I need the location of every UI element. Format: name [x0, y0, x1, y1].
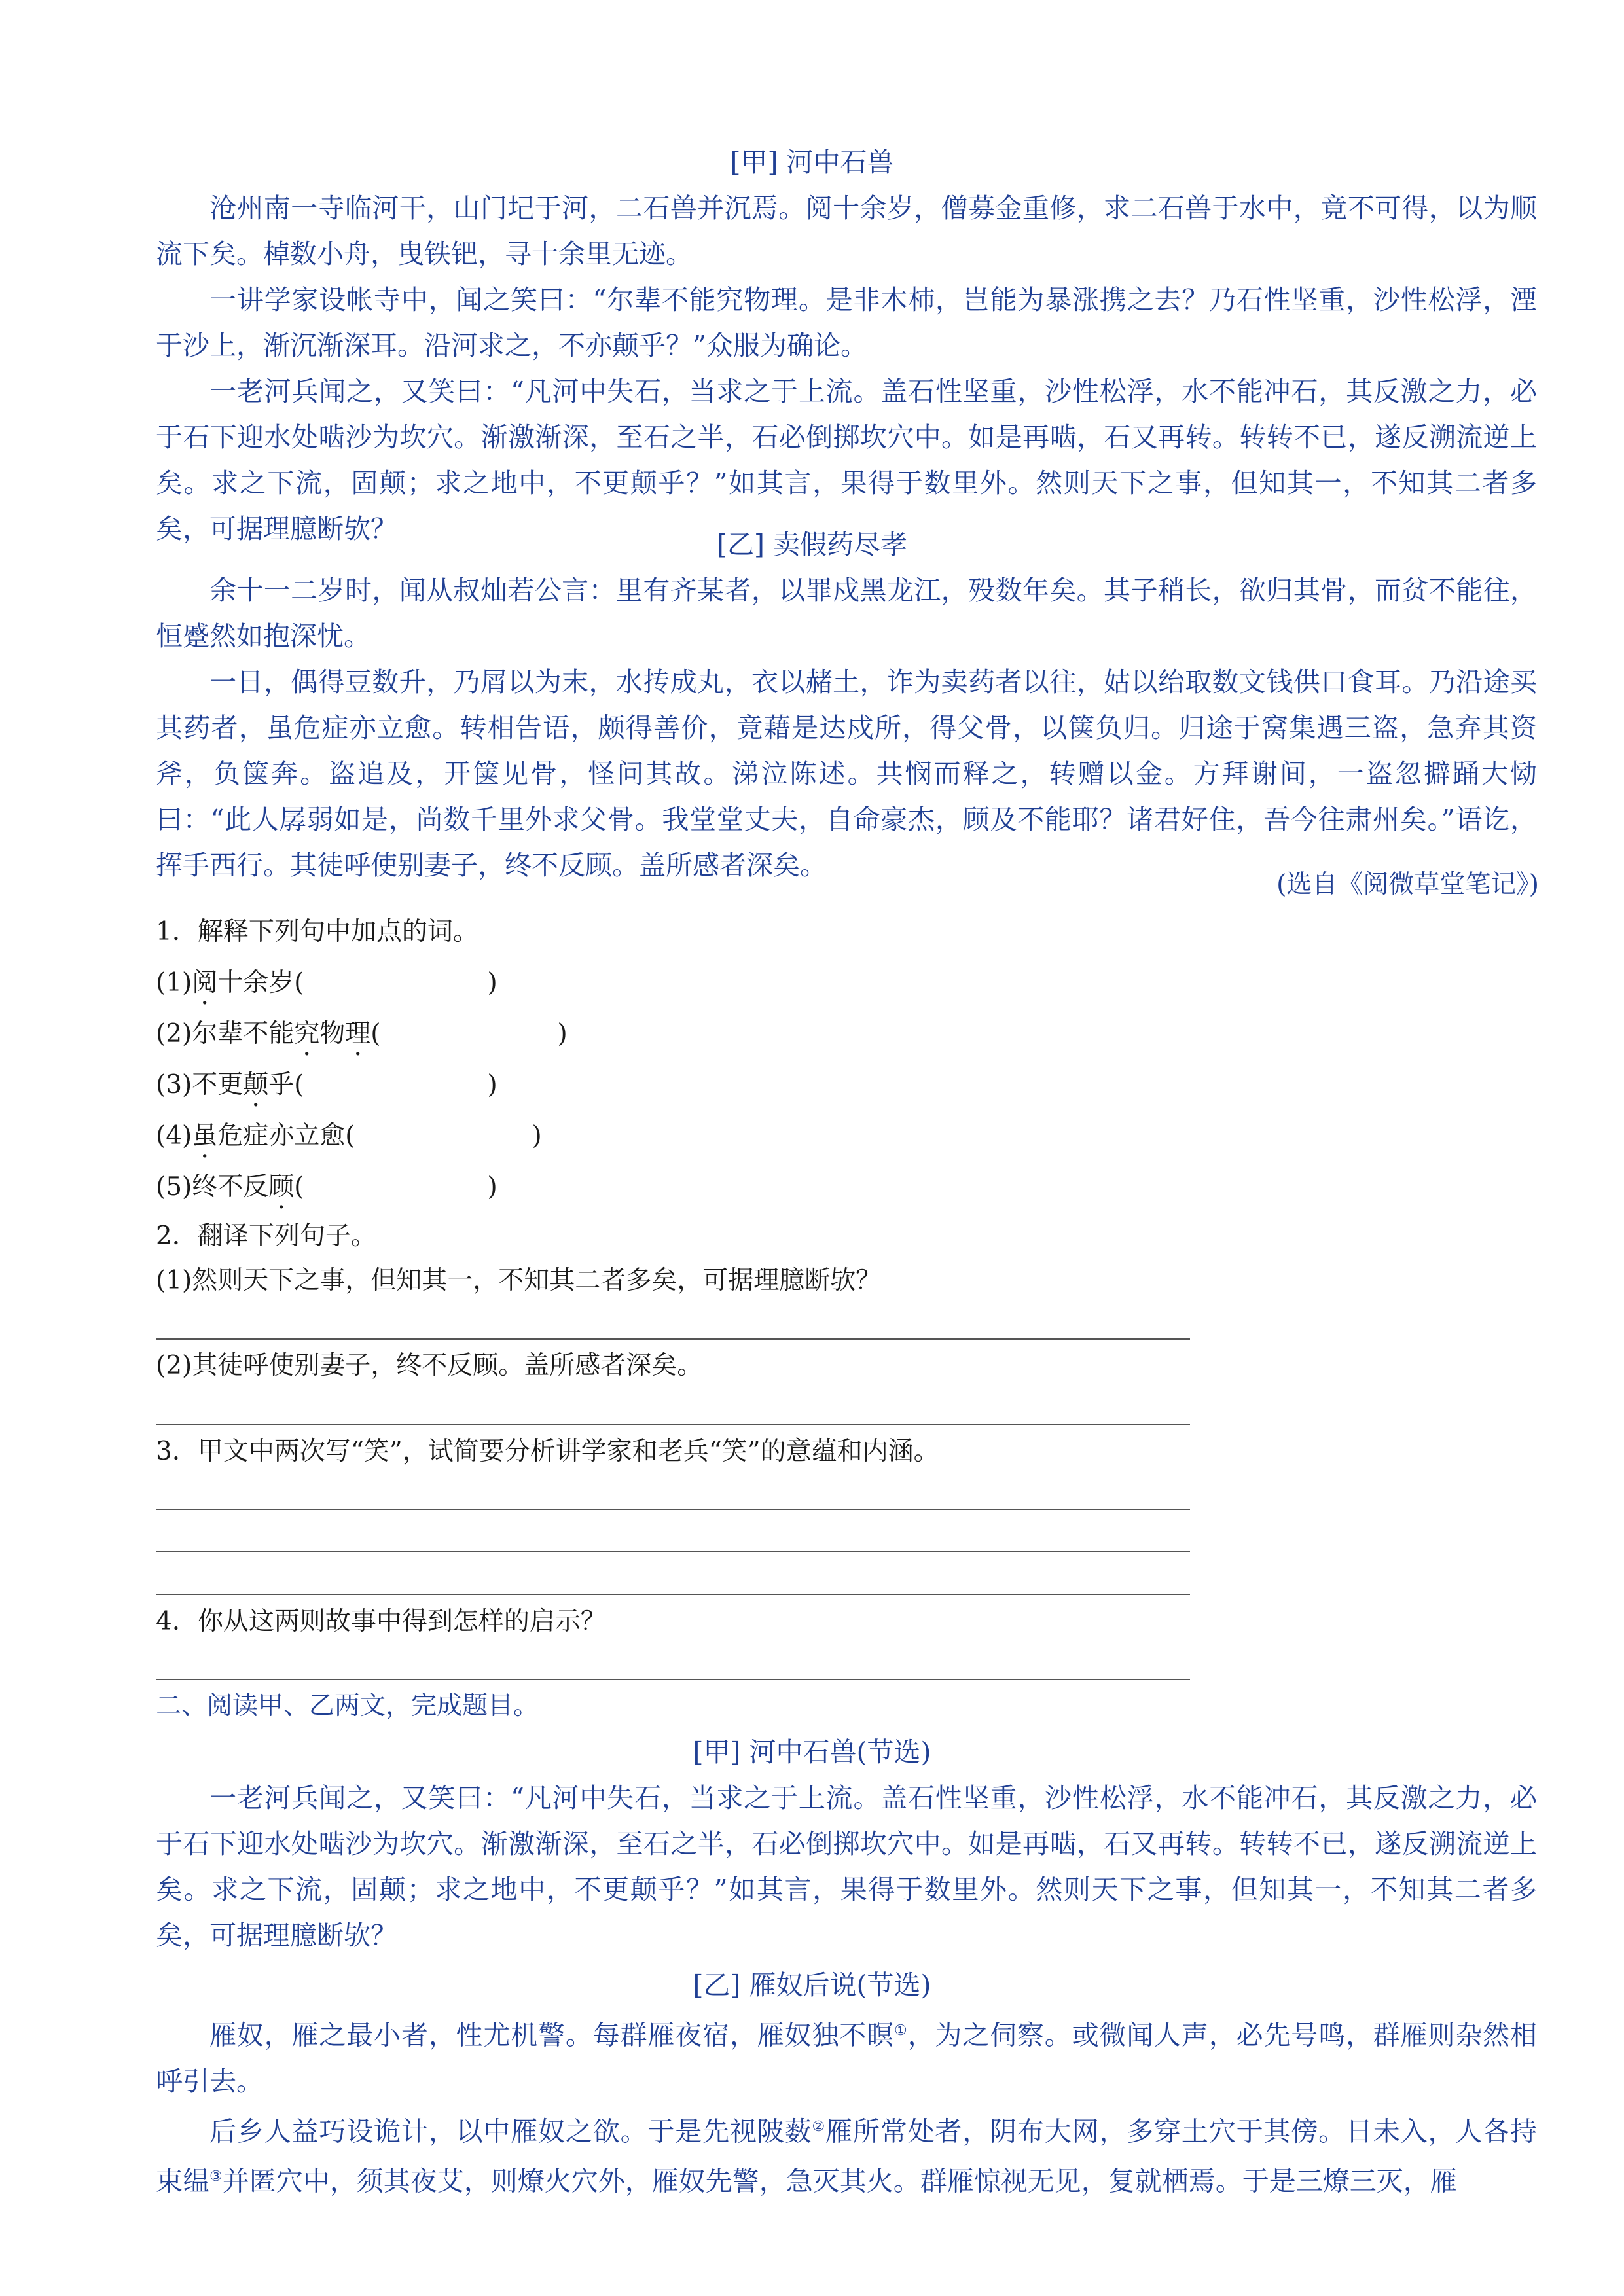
dotted-word: 阅 [192, 968, 218, 997]
answer-line[interactable] [156, 1424, 1190, 1425]
question-2-item-2: (2)其徒呼使别妻子，终不反顾。盖所感者深矣。 [156, 1351, 703, 1380]
paragraph: 余十一二岁时，闻从叔灿若公言：里有齐某者，以罪戍黑龙江，殁数年矣。其子稍长，欲归其骨，而贫不能往，恒蹙然如抱深忧。 [156, 575, 1537, 652]
dotted-word: 顾 [268, 1172, 295, 1202]
question-3: 3．甲文中两次写“笑”，试简要分析讲学家和老兵“笑”的意蕴和内涵。 [156, 1437, 939, 1466]
dotted-word: 理 [345, 1019, 371, 1049]
passage-a-title: [甲] 河中石兽 [730, 147, 894, 178]
dotted-word: 颠 [243, 1070, 269, 1100]
footnote-marker: ③ [209, 2168, 223, 2185]
paragraph: 一讲学家设帐寺中，闻之笑曰：“尔辈不能究物理。是非木杮，岂能为暴涨携之去？乃石性坚重，沙性松浮，湮于沙上，渐沉渐深耳。沿河求之，不亦颠乎？”众服为确论。 [156, 284, 1537, 361]
passage-b-title: [乙] 卖假药尽孝 [716, 529, 908, 560]
paragraph: 后乡人益巧设诡计，以中雁奴之欲。于是先视陂薮②雁所常处者，阴布大网，多穿土穴于其傍。日未入，人各持束缊③并匿穴中，须其夜艾，则燎火穴外，雁奴先警，急灭其火。群雁惊视无见，复就栖焉。于是三燎三灭，雁 [156, 2115, 1537, 2197]
section-2-heading: 二、阅读甲、乙两文，完成题目。 [156, 1691, 539, 1721]
source-citation: (选自《阅微草堂笔记》) [1276, 870, 1539, 899]
question-1-item-2: (2)尔辈不能究物理( ) [156, 1019, 568, 1049]
section-2-passage-a-body [156, 1775, 1537, 1958]
footnote-marker: ② [812, 2118, 826, 2135]
paragraph: 一老河兵闻之，又笑曰：“凡河中失石，当求之于上流。盖石性坚重，沙性松浮，水不能冲石，其反激之力，必于石下迎水处啮沙为坎穴。渐激渐深，至石之半，石必倒掷坎穴中。如是再啮，石又再转。转转不已，遂反溯流逆上矣。求之下流，固颠；求之地中，不更颠乎？”如其言，果得于数里外。然则天下之事，但知其一，不知其二者多矣，可据理臆断欤？ [156, 1782, 1537, 1951]
footnote-marker: ① [893, 2022, 908, 2039]
paragraph: 一日，偶得豆数升，乃屑以为末，水抟成丸，衣以赭土，诈为卖药者以往，姑以绐取数文钱供口食耳。乃沿途买其药者，虽危症亦立愈。转相告语，颇得善价，竟藉是达戍所，得父骨，以箧负归。归途于窝集遇三盗，急弃其资斧，负箧奔。盗追及，开箧见骨，怪问其故。涕泣陈述。共悯而释之，转赠以金。方拜谢间，一盗忽擗踊大恸曰：“此人孱弱如是，尚数千里外求父骨。我堂堂丈夫，自命豪杰，顾及不能耶？诸君好住，吾今往肃州矣。”语讫，挥手西行。其徒呼使别妻子，终不反顾。盖所感者深矣。 [156, 666, 1537, 881]
question-2: 2．翻译下列句子。 [156, 1221, 376, 1251]
section-2-passage-a-title: [甲] 河中石兽(节选) [693, 1736, 931, 1768]
dotted-word: 究 [294, 1019, 320, 1049]
answer-line[interactable] [156, 1509, 1190, 1510]
question-4: 4．你从这两则故事中得到怎样的启示？ [156, 1607, 606, 1636]
question-1-item-4: (4)虽危症亦立愈( ) [156, 1121, 542, 1151]
answer-line[interactable] [156, 1679, 1190, 1680]
section-2-passage-b-title: [乙] 雁奴后说(节选) [693, 1969, 931, 2001]
section-2-passage-b-body [156, 2008, 1537, 2204]
answer-line[interactable] [156, 1338, 1190, 1340]
dotted-word: 虽 [192, 1121, 218, 1151]
answer-line[interactable] [156, 1594, 1190, 1595]
paragraph: 雁奴，雁之最小者，性尤机警。每群雁夜宿，雁奴独不瞑①，为之伺察。或微闻人声，必先号鸣，群雁则杂然相呼引去。 [156, 2019, 1537, 2097]
question-1-item-3: (3)不更颠乎( ) [156, 1070, 497, 1100]
passage-a-body [156, 185, 1537, 552]
paragraph: 一老河兵闻之，又笑曰：“凡河中失石，当求之于上流。盖石性坚重，沙性松浮，水不能冲石，其反激之力，必于石下迎水处啮沙为坎穴。渐激渐深，至石之半，石必倒掷坎穴中。如是再啮，石又再转。转转不已，遂反溯流逆上矣。求之下流，固颠；求之地中，不更颠乎？”如其言，果得于数里外。然则天下之事，但知其一，不知其二者多矣，可据理臆断欤？ [156, 376, 1537, 545]
passage-b-body [156, 567, 1537, 888]
question-1: 1．解释下列句中加点的词。 [156, 917, 478, 946]
paragraph: 沧州南一寺临河干，山门圮于河，二石兽并沉焉。阅十余岁，僧募金重修，求二石兽于水中，竟不可得，以为顺流下矣。棹数小舟，曳铁钯，寻十余里无迹。 [156, 192, 1537, 270]
answer-line[interactable] [156, 1551, 1190, 1552]
question-1-item-1: (1)阅十余岁( ) [156, 968, 497, 997]
question-2-item-1: (1)然则天下之事，但知其一，不知其二者多矣，可据理臆断欤？ [156, 1266, 882, 1295]
question-1-item-5: (5)终不反顾( ) [156, 1172, 497, 1202]
